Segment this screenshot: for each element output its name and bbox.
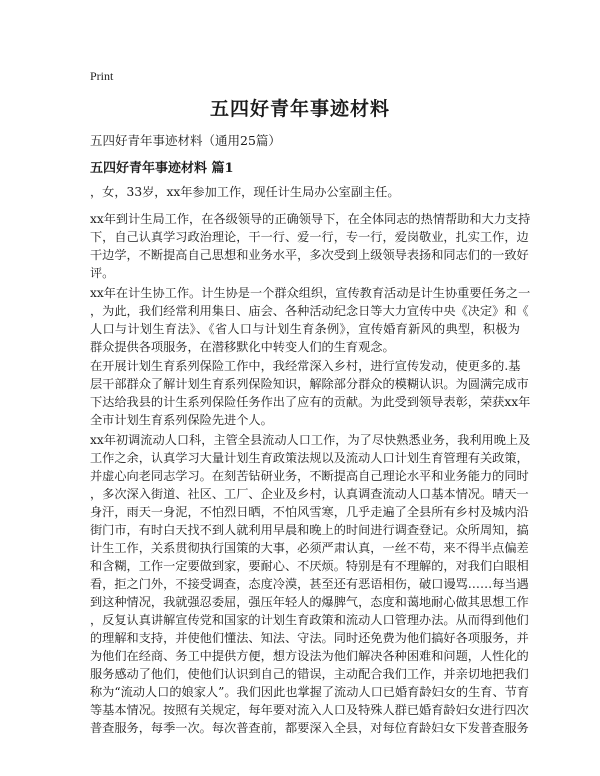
paragraph-line: ，反复认真讲解宣传党和国家的计划生育政策和流动人口管理办法。从而得到他们 (90, 613, 529, 627)
paragraph-line: ，多次深入街道、社区、工厂、企业及乡村，认真调查流动人口基本情况。晴天一 (90, 487, 529, 501)
paragraph-line: 普查服务，每季一次。每次普查前，都要深入全县，对每位育龄妇女下发普查服务 (90, 721, 529, 735)
paragraph-1 (90, 183, 520, 201)
document-title: 五四好青年事迹材料 (209, 98, 390, 120)
paragraph-line: 干边学，不断提高自己思想和业务水平，多次受到上级领导表扬和同志们的一致好 (90, 248, 529, 262)
paragraph-line: 为他们在经商、务工中提供方便，想方设法为他们解决各种困难和问题，人性化的 (90, 649, 529, 663)
paragraph-line: 看，拒之门外，不接受调查，态度冷漠，甚至还有恶语相伤，破口谩骂……每当遇 (90, 577, 529, 591)
section-heading: 五四好青年事迹材料 篇1 (90, 161, 234, 176)
paragraph-line: 群众提供各项服务，在潜移默化中转变人们的生育观念。 (90, 340, 395, 354)
paragraph-line: 的理解和支持，并使他们懂法、知法、守法。同时还免费为他们搞好各项服务，并 (90, 631, 529, 645)
paragraph-line: 计生工作，关系贯彻执行国策的大事，必须严肃认真，一丝不苟，来不得半点偏差 (90, 541, 529, 555)
paragraph-line: 全市计划生育系列保险先进个人。 (90, 413, 273, 427)
paragraph-line: 和含糊，工作一定要做到家，要耐心、不厌烦。特别是有不理解的，对我们白眼相 (90, 559, 529, 573)
paragraph-line: ，为此，我们经常利用集日、庙会、各种活动纪念日等大力宣传中央《决定》和《 (90, 304, 529, 318)
paragraph-line: ，女，33岁，xx年参加工作，现任计生局办公室副主任。 (90, 185, 400, 199)
paragraph-line: 评。 (90, 266, 115, 280)
paragraph-2 (90, 210, 531, 282)
paragraph-line: 人口与计划生育法》、《省人口与计划生育条例》，宣传婚育新风的典型，积极为 (90, 322, 520, 336)
paragraph-line: 等基本情况。按照有关规定，每年要对流入人口及特殊人群已婚育龄妇女进行四次 (90, 703, 529, 717)
paragraph-line: 在开展计划生育系列保险工作中，我经常深入乡村，进行宣传发动，使更多的.基 (90, 359, 521, 373)
paragraph-line: xx年在计生协工作。计生协是一个群众组织，宣传教育活动是计生协重要任务之一 (90, 286, 531, 300)
paragraph-4 (90, 357, 531, 429)
paragraph-line: 服务感动了他们，使他们认识到自己的错误，主动配合我们工作，并亲切地把我们 (90, 667, 529, 681)
print-link[interactable]: Print (90, 69, 114, 83)
paragraph-3 (90, 284, 531, 356)
paragraph-line: 称为“流动人口的娘家人”。我们因此也掌握了流动人口已婚育龄妇女的生育、节育 (90, 685, 530, 699)
paragraph-line: xx年初调流动人口科，主管全县流动人口工作，为了尽快熟悉业务，我利用晚上及 (90, 433, 531, 447)
paragraph-line: 层干部群众了解计划生育系列保险知识，解除部分群众的模糊认识。为圆满完成市 (90, 377, 529, 391)
paragraph-line: 身汗，雨天一身泥，不怕烈日晒，不怕风雪寒，几乎走遍了全县所有乡村及城内沿 (90, 505, 529, 519)
document-subtitle: 五四好青年事迹材料（通用25篇） (90, 133, 281, 148)
paragraph-line: 下，自己认真学习政治理论，干一行、爱一行，专一行，爱岗敬业，扎实工作，边 (90, 230, 529, 244)
paragraph-5 (90, 431, 531, 737)
paragraph-line: 到这种情况，我就强忍委屈，强压年轻人的爆脾气，态度和蔼地耐心做其思想工作 (90, 595, 529, 609)
paragraph-line: 下达给我县的计生系列保险任务作出了应有的贡献。为此受到领导表彰，荣获xx年 (90, 395, 531, 409)
paragraph-line: 并虚心向老同志学习。在刻苦钻研业务，不断提高自己理论水平和业务能力的同时 (90, 469, 529, 483)
paragraph-line: 街门市，有时白天找不到人就利用早晨和晚上的时间进行调查登记。众所周知，搞 (90, 523, 529, 537)
paragraph-line: xx年到计生局工作，在各级领导的正确领导下，在全体同志的热情帮助和大力支持 (90, 212, 531, 226)
paragraph-line: 工作之余，认真学习大量计划生育政策法规以及流动人口计划生育管理有关政策， (90, 451, 529, 465)
